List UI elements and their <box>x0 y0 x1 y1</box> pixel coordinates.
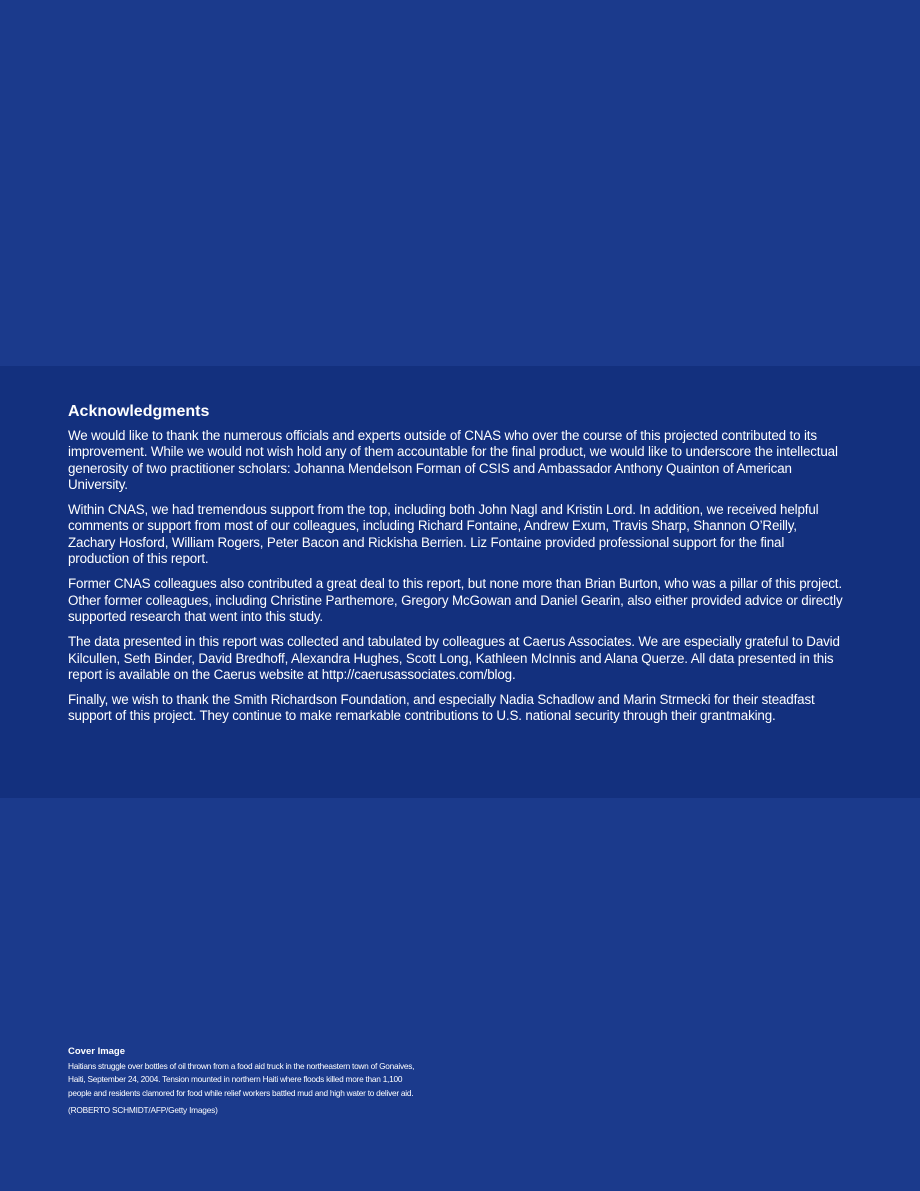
acknowledgments-paragraph-4: The data presented in this report was collected and tabulated by colleagues at Caerus Associates. We are especially grateful to David Kilcullen, Seth Binder, David Bredhoff, Alexandra Hughes, Scott Long, Kathleen McInnis and Alana Querze. All data presented in this report is available on the Caerus website at http://caerusassociates.com/blog. <box>68 634 840 682</box>
cover-image-credit: (ROBERTO SCHMIDT/AFP/Getty Images) <box>68 1104 218 1115</box>
acknowledgments-content <box>68 402 843 734</box>
acknowledgments-paragraph-5: Finally, we wish to thank the Smith Richardson Foundation, and especially Nadia Schadlow and Marin Strmecki for their steadfast support of this project. They continue to make remarkable contributions to U.S. national security through their grantmaking. <box>68 692 815 724</box>
acknowledgments-paragraph-2: Within CNAS, we had tremendous support from the top, including both John Nagl and Kristin Lord. In addition, we received helpful comments or support from most of our colleagues, including Richard Fontaine, Andrew Exum, Travis Sharp, Shannon O’Reilly, Zachary Hosford, William Rogers, Peter Bacon and Rickisha Berrien. Liz Fontaine provided professional support for the final production of this report. <box>68 502 819 567</box>
cover-image-title: Cover Image <box>68 1046 126 1057</box>
acknowledgments-section <box>0 366 920 798</box>
cover-image-caption-block <box>68 1046 418 1116</box>
acknowledgments-paragraph-3: Former CNAS colleagues also contributed a great deal to this report, but none more than Brian Burton, who was a pillar of this project. Other former colleagues, including Christine Parthemore, Gregory McGowan and Daniel Gearin, also either provided advice or directly supported research that went into this study. <box>68 576 843 624</box>
acknowledgments-paragraph-1: We would like to thank the numerous officials and experts outside of CNAS who over the course of this projected contributed to its improvement. While we would not wish hold any of them accountable for the final product, we would like to underscore the intellectual generosity of two practitioner scholars: Johanna Mendelson Forman of CSIS and Ambassador Anthony Quainton of American University. <box>68 428 838 492</box>
acknowledgments-title: Acknowledgments <box>68 403 210 420</box>
cover-image-caption: Haitians struggle over bottles of oil thrown from a food aid truck in the northeastern town of Gonaives, Haiti, September 24, 2004. Tension mounted in northern Haiti where floods killed more than 1,100 people and residents clamored for food while relief workers battled mud and high water to deliver aid. <box>68 1061 415 1098</box>
